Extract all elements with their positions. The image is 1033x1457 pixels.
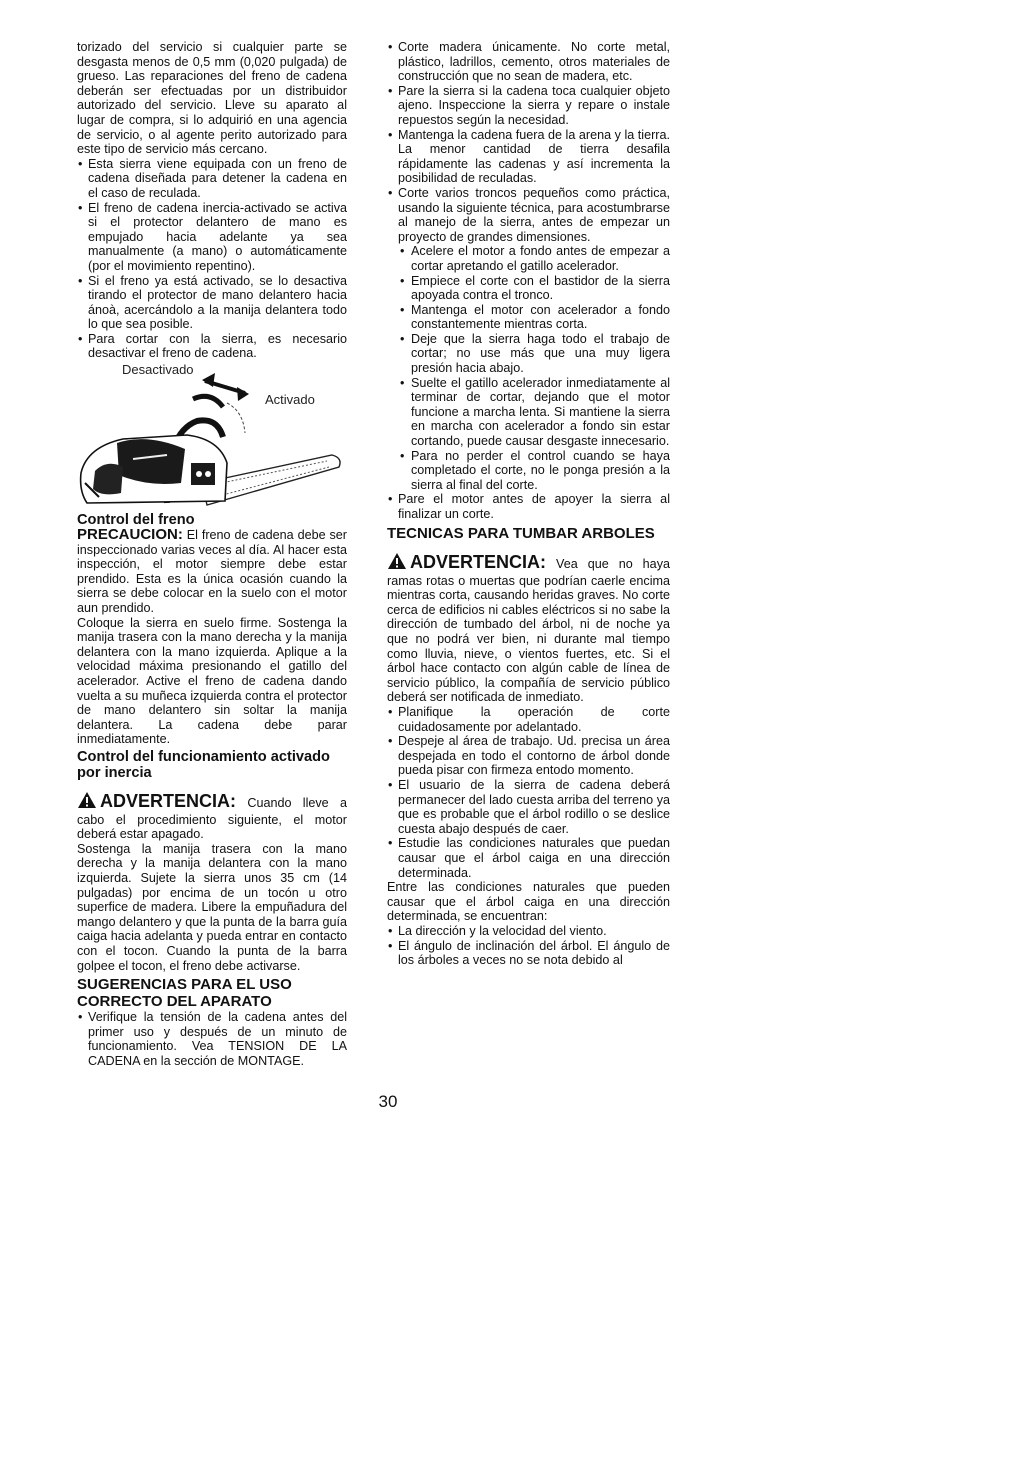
warning-text: Cuando lleve a cabo el procedimiento siguiente, el motor deberá estar apagado. — [77, 795, 347, 842]
list-item: • Corte varios troncos pequeños como práctica, usando la siguiente técnica, para acostumbrarse al manejo de la sierra, antes de empezar un proyecto de grandes dimensiones. — [398, 186, 670, 244]
heading-control-inercia: Control del funcionamiento activado por inercia — [77, 748, 330, 781]
list-item: • Verifique la tensión de la cadena antes del primer uso y después de un minuto de funcionamiento. Vea TENSION DE LA CADENA en la sección de MONTAGE. — [88, 1010, 347, 1068]
chainsaw-illustration — [77, 363, 347, 508]
list-item: • Mantenga la cadena fuera de la arena y la tierra. La menor cantidad de tierra desafila rápidamente las cadenas y así incrementa la posibilidad de reculadas. — [398, 128, 670, 186]
list-item: • Esta sierra viene equipada con un freno de cadena diseñada para detener la cadena en el caso de reculada. — [88, 157, 347, 201]
warning-paragraph — [77, 791, 347, 842]
left-column — [77, 40, 347, 1068]
list-item: • Mantenga el motor con acelerador a fondo constantemente mientras corta. — [411, 303, 670, 332]
list-item: • Acelere el motor a fondo antes de empezar a cortar apretando el gatillo acelerador. — [411, 244, 670, 273]
bullet-list-felling — [387, 705, 670, 880]
list-item: • Para cortar con la sierra, es necesario desactivar el freno de cadena. — [88, 332, 347, 361]
list-item: • Pare el motor antes de apoyer la sierra al finalizar un corte. — [398, 492, 670, 521]
bullet-list-brake — [77, 157, 347, 361]
list-item: • Si el freno ya está activado, se lo desactiva tirando el protector de mano delantero hacia ánoà, acercándolo a la manija delantera todo lo que sea posible. — [88, 274, 347, 332]
warning-label: ADVERTENCIA: — [410, 552, 547, 573]
page-number: 30 — [378, 1092, 398, 1111]
list-item: • La dirección y la velocidad del viento. — [398, 924, 670, 939]
warning-label: ADVERTENCIA: — [100, 790, 237, 811]
caution-paragraph — [77, 528, 347, 616]
list-item: • Pare la sierra si la cadena toca cualquier objeto ajeno. Inspeccione la sierra y repare o instale repuestos según la necesidad. — [398, 84, 670, 128]
list-item: • El ángulo de inclinación del árbol. El ángulo de los árboles a veces no se nota debido al — [398, 939, 670, 968]
right-column — [387, 40, 670, 968]
heading-tecnicas: TECNICAS PARA TUMBAR ARBOLES — [387, 524, 655, 542]
warning-text: Vea que no haya ramas rotas o muertas que podrían caerle encima mientras corta, causando heridas graves. No corte cerca de edificios ni cables eléctricos si no sabe la dirección de tumbado del árbol, ni de noche ya que no podrá ver bien, ni durante mal tiempo como lluvia, nieve, o vientos fuertes, etc. Si el árbol hace contacto con algún cable de línea de servicio público, la compañía de servicio público deberá ser notificada de inmediato. — [387, 557, 670, 705]
list-item: • Empiece el corte con el bastidor de la sierra apoyada contra el tronco. — [411, 274, 670, 303]
heading-control-freno: Control del freno — [77, 512, 195, 529]
list-item: • Deje que la sierra haga todo el trabajo de cortar; no use más que una muy ligera presión hacia abajo. — [411, 332, 670, 376]
list-item: • El freno de cadena inercia-activado se activa si el protector delantero de mano es empujado hacia adelante ya sea manualmente (a mano) o automáticamente (por el movimiento repentino). — [88, 201, 347, 274]
sub-bullet-list-technique — [387, 244, 670, 492]
list-item: • Corte madera únicamente. No corte metal, plástico, ladrillos, cemento, otros materiales de construcción que no sean de madera, etc. — [398, 40, 670, 84]
heading-sugerencias: SUGERENCIAS PARA EL USO CORRECTO DEL APARATO — [77, 976, 292, 1010]
label-desactivado: Desactivado — [122, 362, 194, 378]
chainsaw-brake-figure — [77, 363, 347, 508]
paragraph-sostenga: Sostenga la manija trasera con la mano derecha y la manija delantera con la mano izquierda. Sujete la sierra unos 35 cm (14 pulgadas) por encima de un tocón u otro superfice de madera. Libere la empuñadura del mango delantero y que la punta de la barra guía caiga hacia adelanta y pueda entrar en contacto con el tocon. Cuando la punta de la barra golpee el tocon, el freno debe activarse. — [77, 841, 347, 973]
bullet-list-stop — [387, 492, 670, 521]
warning-triangle-icon — [77, 791, 97, 813]
bullet-list-conditions — [387, 924, 670, 968]
warning-paragraph — [387, 552, 670, 705]
caution-text: El freno de cadena debe ser inspeccionado varias veces al día. Al hacer esta inspección, el motor siempre debe estar prendido. Esta es la única ocasión cuando la sierra se debe colocar en la suelo con el motor aun prendido. — [77, 528, 348, 616]
list-item: • Estudie las condiciones naturales que puedan causar que el árbol caiga en una dirección determinada. — [398, 836, 670, 880]
list-item: • Despeje al área de trabajo. Ud. precisa un área despejada en todo el contorno de árbol donde pueda pisar con firmeza entodo momento. — [398, 734, 670, 778]
list-item: • Suelte el gatillo acelerador inmediatamente al terminar de cortar, dejando que el motor funcione a marcha lenta. Si mantiene la sierra en marcha con acelerador a fondo sin estar cortando, puede causar desgaste innecesario. — [411, 376, 670, 449]
paragraph-intro: torizado del servicio si cualquier parte se desgasta menos de 0,5 mm (0,020 pulgada) de grueso. Las reparaciones del freno de cadena deberán ser efectuadas por un distribuidor autorizado del servicio. Lleve su aparato al lugar de compra, si lo adquirió en una agencia de servicio, o al agente perito autorizado para este tipo de servicio más cercano. — [77, 40, 347, 157]
bullet-list-sugerencias — [77, 1010, 347, 1068]
label-activado: Activado — [265, 392, 315, 408]
warning-triangle-icon — [387, 552, 407, 574]
list-item: • Para no perder el control cuando se haya completado el corte, no le ponga presión a la sierra al final del corte. — [411, 449, 670, 493]
list-item: • El usuario de la sierra de cadena deberá permanecer del lado cuesta arriba del terreno ya que es probable que el árbol rodillo o se deslice cuesta abajo después de caer. — [398, 778, 670, 836]
caution-label: PRECAUCION: — [77, 526, 183, 544]
bullet-list-usage — [387, 40, 670, 244]
list-item: • Planifique la operación de corte cuidadosamente por adelantado. — [398, 705, 670, 734]
paragraph-entre: Entre las condiciones naturales que pueden causar que el árbol caiga en una dirección determinada, se encuentran: — [387, 880, 670, 924]
paragraph-coloque: Coloque la sierra en suelo firme. Sostenga la manija trasera con la mano derecha y la manija delantera con la mano izquierda. Aplique a la velocidad máxima presionando el gatillo del acelerador. Active el freno de cadena dando vuelta a su muñeca izquierda contra el protector de mano delantero sin soltar la manija delantera. La cadena debe parar inmediatamente. — [77, 615, 347, 747]
